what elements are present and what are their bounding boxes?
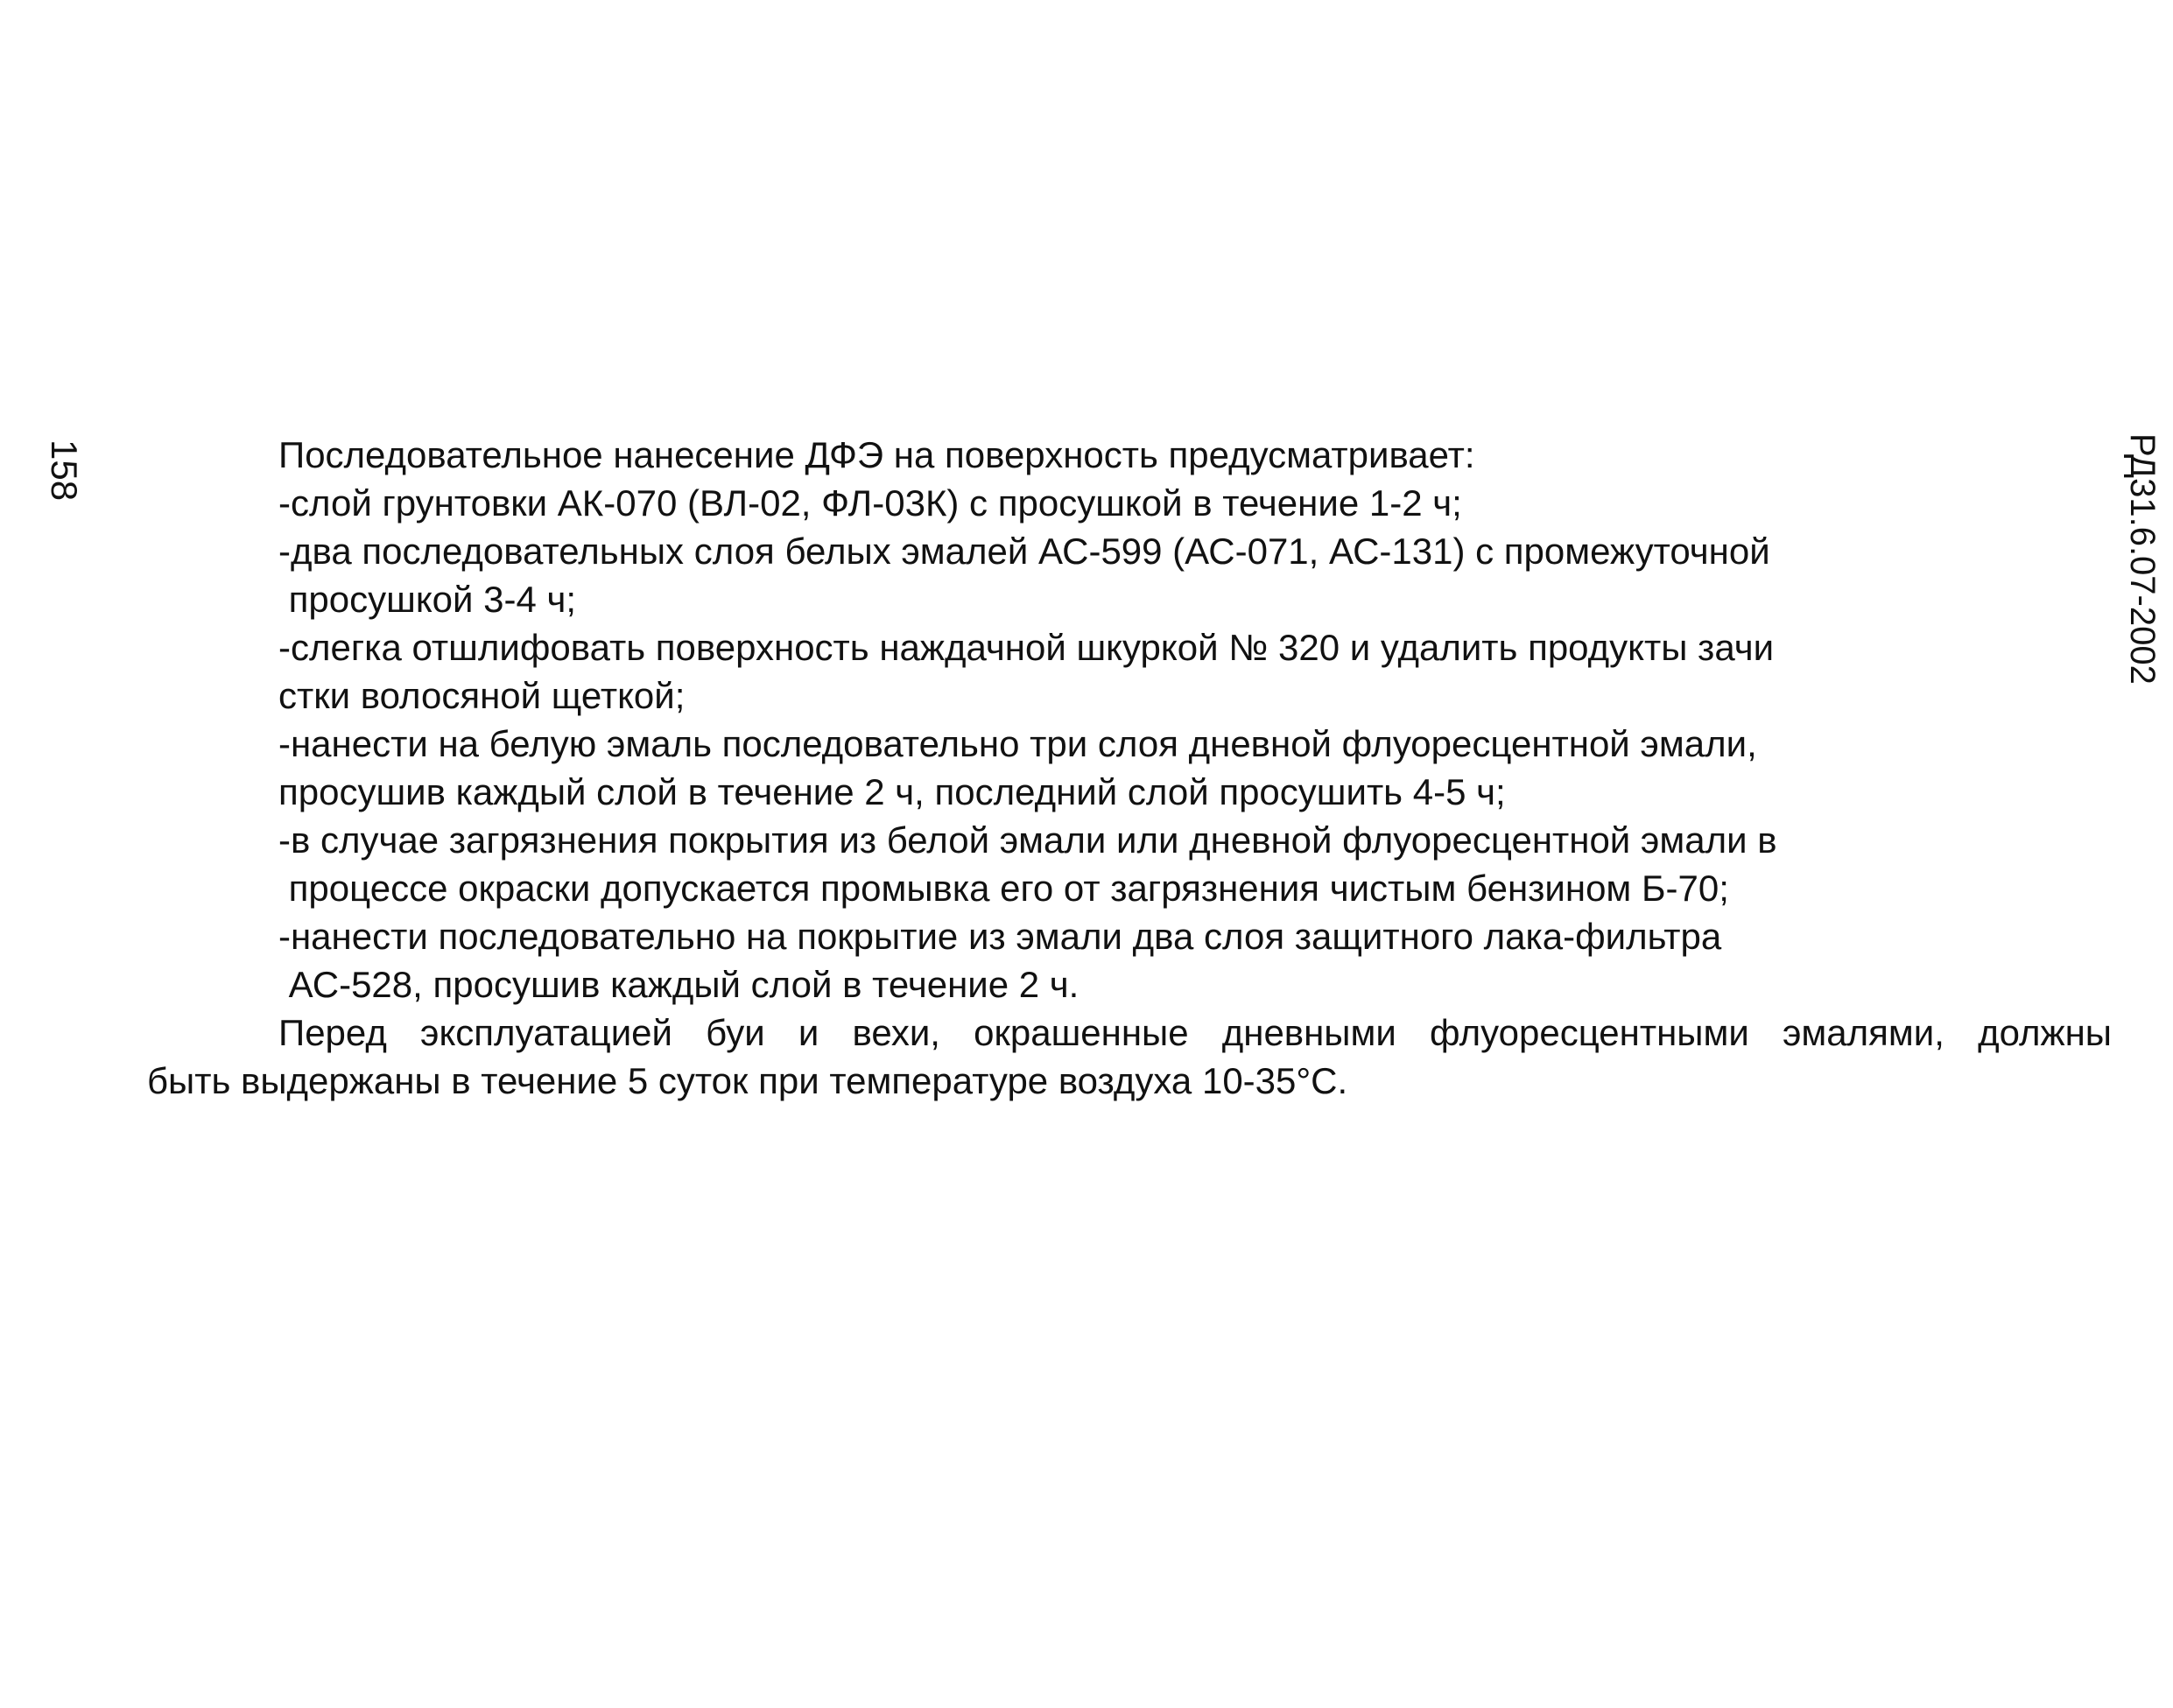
list-item: -слой грунтовки АК-070 (ВЛ-02, ФЛ-03К) с просушкой в течение 1-2 ч;: [278, 482, 1462, 524]
page-number: 158: [44, 439, 85, 502]
list-item-continuation: просушкой 3-4 ч;: [278, 579, 577, 620]
list-item: -в случае загрязнения покрытия из белой эмали или дневной флуоресцентной эмали в: [278, 819, 1777, 861]
list-item-continuation: просушив каждый слой в течение 2 ч, последний слой просушить 4-5 ч;: [278, 771, 1506, 812]
paragraph-final-line: быть выдержаны в течение 5 суток при температуре воздуха 10-35°С.: [147, 1060, 1348, 1101]
paragraph-intro: Последовательное нанесение ДФЭ на поверхность предусматривает:: [278, 434, 1475, 475]
list-item-continuation: стки волосяной щеткой;: [278, 675, 686, 716]
list-item-continuation: АС-528, просушив каждый слой в течение 2 ч.: [278, 964, 1079, 1005]
list-item: -нанести последовательно на покрытие из эмали два слоя защитного лака-фильтра: [278, 916, 1722, 957]
list-item: -нанести на белую эмаль последовательно три слоя дневной флуоресцентной эмали,: [278, 723, 1757, 764]
list-item: -слегка отшлифовать поверхность наждачной шкуркой № 320 и удалить продукты зачи: [278, 627, 1775, 668]
document-code: РД31.6.07-2002: [2123, 433, 2162, 685]
paragraph-final-line: Перед эксплуатацией буи и вехи, окрашенные дневными флуоресцентными эмалями, должны: [278, 1012, 2112, 1053]
list-item: -два последовательных слоя белых эмалей АС-599 (АС-071, АС-131) с промежуточной: [278, 531, 1770, 572]
list-item-continuation: процессе окраски допускается промывка его от загрязнения чистым бензином Б-70;: [278, 868, 1729, 909]
